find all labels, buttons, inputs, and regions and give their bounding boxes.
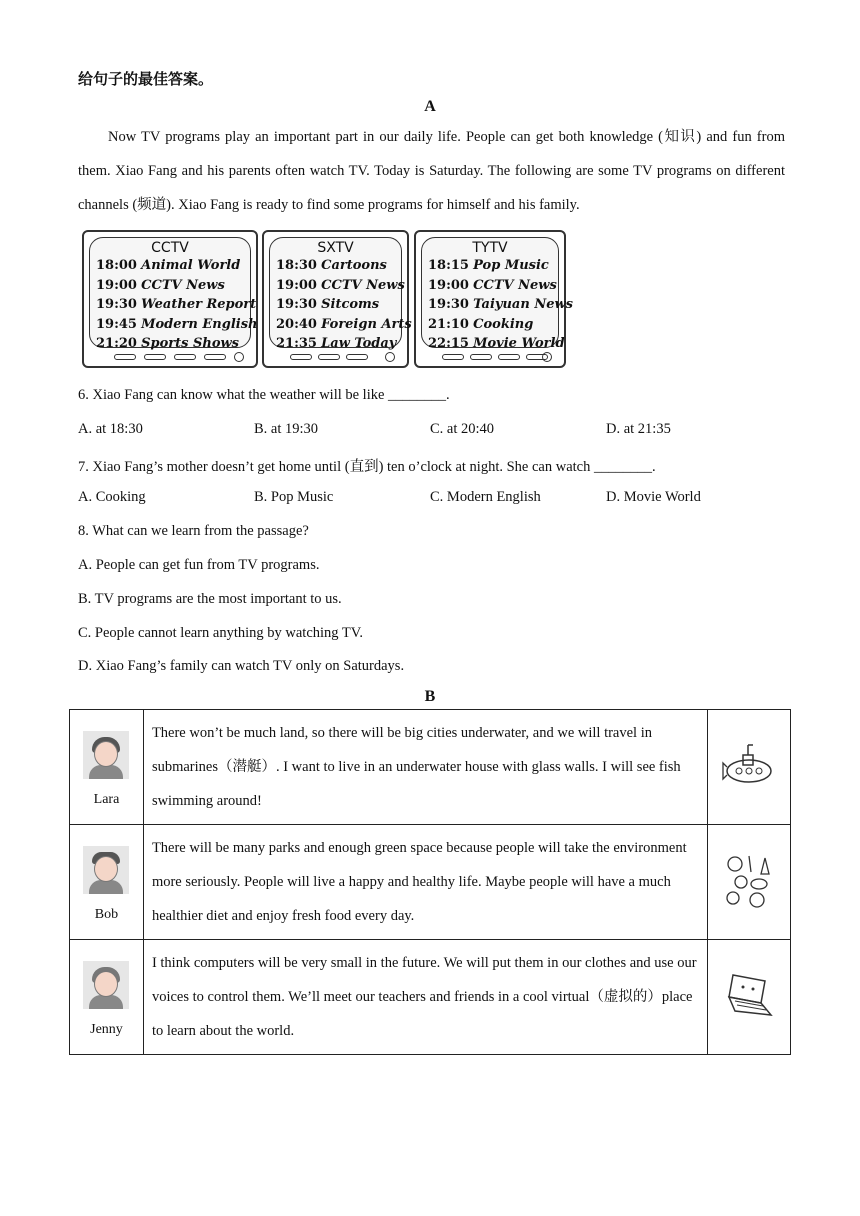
program-row: 21:35 Law Today [276,336,397,351]
option-8d: D. Xiao Fang’s family can watch TV only on Saturdays. [78,658,405,674]
section-a-title: A [424,98,436,115]
passage-a-text: Now TV programs play an important part in our daily life. People can get both knowledge (知识) and fun from them. Xiao Fang and his parents often watch TV. Today is Saturday. The following are some TV programs on different channels (频道). Xiao Fang is ready to find some programs for himself and his family. [78,129,785,213]
tv-knobs [104,352,244,362]
option-6d: D. at 21:35 [606,421,671,437]
option-7c: C. Modern English [430,489,541,505]
program-row: 19:00 CCTV News [428,277,557,293]
tv-cctv [82,230,258,368]
tv-sxtv [262,230,412,368]
person-text: There won’t be much land, so there will be big cities underwater, and we will travel in submarines（潜艇）. I want to live in an underwater house with glass walls. I will see fish swimming around! [143,710,707,825]
passage-a [78,120,785,222]
program-row: 19:30 Sitcoms [276,297,380,312]
program-row: 19:00 CCTV News [96,277,225,293]
person-text: There will be many parks and enough green space because people will take the environment more seriously. People will live a happy and healthy life. Maybe people will have a much healthier diet and enjoy fresh food every day. [143,825,707,940]
option-7d: D. Movie World [606,489,701,505]
question-6: 6. Xiao Fang can know what the weather will be like ________. [78,387,450,403]
tv-screen [269,237,412,351]
tv-screen [89,237,258,351]
option-8c: C. People cannot learn anything by watching TV. [78,625,363,641]
program-row: 18:30 Cartoons [276,258,387,273]
picture-cell [708,825,791,940]
vegetables-icon [721,850,777,910]
program-row: 20:40 Foreign Arts [276,316,412,332]
program-row: 21:10 Cooking [428,316,534,332]
program-row: 19:00 CCTV News [276,277,405,293]
person-cell [70,825,144,940]
person-name: Bob [94,907,119,922]
picture-cell [708,940,791,1055]
option-6c: C. at 20:40 [430,421,495,437]
program-row: 21:20 Sports Shows [96,336,239,351]
tv-knobs [436,352,552,362]
girl-avatar-icon [83,731,129,779]
person-cell [70,940,144,1055]
program-row: 22:15 Movie World [428,336,565,351]
person-name: Jenny [90,1022,123,1037]
table-row [70,940,791,1055]
question-7: 7. Xiao Fang’s mother doesn’t get home until (直到) ten o’clock at night. She can watch ________. [78,459,656,475]
table-row [70,710,791,825]
person-text: I think computers will be very small in the future. We will put them in our clothes and use our voices to control them. We’ll meet our teachers and friends in a cool virtual（虚拟的）place to learn about the world. [143,940,707,1055]
program-row: 19:30 Taiyuan News [428,297,573,312]
program-row: 19:30 Weather Report [96,297,257,312]
person-name: Lara [93,792,120,807]
boy-avatar-icon [83,846,129,894]
option-6b: B. at 19:30 [254,421,319,437]
section-b-table [69,709,791,1055]
question-8: 8. What can we learn from the passage? [78,523,309,539]
tv-knobs [284,352,395,362]
program-row: 18:00 Animal World [96,258,241,273]
submarine-icon [721,737,777,793]
section-b-title: B [424,688,436,705]
option-8b: B. TV programs are the most important to us. [78,591,342,607]
option-8a: A. People can get fun from TV programs. [78,557,320,573]
picture-cell [708,710,791,825]
instruction: 给句子的最佳答案。 [78,70,214,88]
channel-name: SXTV [317,240,354,256]
tv-tytv [414,230,573,368]
table-row [70,825,791,940]
person-cell [70,710,144,825]
channel-name: CCTV [151,240,189,256]
girl-avatar-icon [83,961,129,1009]
option-6a: A. at 18:30 [78,421,143,437]
tv-screen [421,237,573,351]
option-7b: B. Pop Music [254,489,334,505]
program-row: 18:15 Pop Music [428,258,549,273]
channel-name: TYTV [472,240,508,256]
program-row: 19:45 Modern English [96,316,258,332]
option-7a: A. Cooking [78,489,146,505]
laptop-icon [721,967,777,1023]
